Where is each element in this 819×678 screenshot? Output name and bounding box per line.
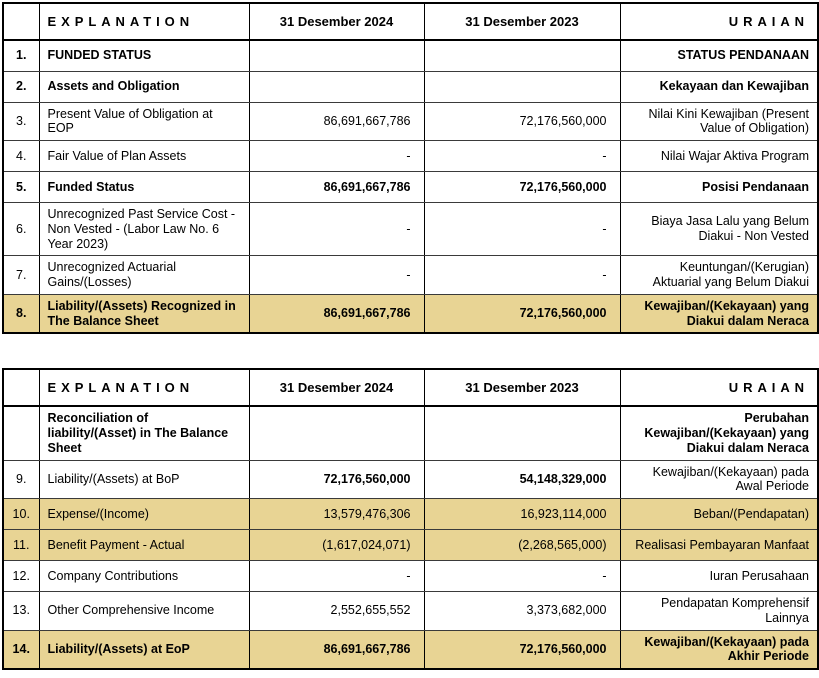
value-2023-cell xyxy=(424,40,620,71)
row-number-cell: 5. xyxy=(3,172,39,203)
uraian-cell: Kewajiban/(Kekayaan) pada Akhir Periode xyxy=(620,630,818,669)
value-2023-cell: 3,373,682,000 xyxy=(424,592,620,631)
row-number-cell: 11. xyxy=(3,530,39,561)
header-explanation-label: EXPLANATION xyxy=(39,3,249,40)
uraian-cell: STATUS PENDANAAN xyxy=(620,40,818,71)
value-2024-cell: - xyxy=(249,203,424,256)
value-2024-cell: 72,176,560,000 xyxy=(249,460,424,499)
uraian-cell: Nilai Kini Kewajiban (Present Value of Obligation) xyxy=(620,102,818,141)
table-row xyxy=(3,530,818,561)
table-row xyxy=(3,141,818,172)
table-row xyxy=(3,203,818,256)
value-2023-cell: - xyxy=(424,561,620,592)
row-number-cell: 14. xyxy=(3,630,39,669)
uraian-cell: Biaya Jasa Lalu yang Belum Diakui - Non Vested xyxy=(620,203,818,256)
value-2024-cell: (1,617,024,071) xyxy=(249,530,424,561)
header-date-2024: 31 Desember 2024 xyxy=(249,369,424,406)
value-2024-cell: 2,552,655,552 xyxy=(249,592,424,631)
value-2023-cell: 16,923,114,000 xyxy=(424,499,620,530)
explanation-cell: Liability/(Assets) at EoP xyxy=(39,630,249,669)
value-2024-cell: 86,691,667,786 xyxy=(249,630,424,669)
value-2023-cell xyxy=(424,71,620,102)
value-2023-cell: 72,176,560,000 xyxy=(424,294,620,333)
value-2023-cell xyxy=(424,406,620,460)
row-number-cell: 9. xyxy=(3,460,39,499)
uraian-cell: Kewajiban/(Kekayaan) pada Awal Periode xyxy=(620,460,818,499)
row-number-cell: 10. xyxy=(3,499,39,530)
value-2024-cell xyxy=(249,40,424,71)
row-number-cell: 3. xyxy=(3,102,39,141)
explanation-cell: Benefit Payment - Actual xyxy=(39,530,249,561)
value-2023-cell: 72,176,560,000 xyxy=(424,172,620,203)
value-2023-cell: 54,148,329,000 xyxy=(424,460,620,499)
uraian-cell: Nilai Wajar Aktiva Program xyxy=(620,141,818,172)
header-explanation-label: EXPLANATION xyxy=(39,369,249,406)
funded-status-body xyxy=(3,40,818,333)
value-2024-cell: 86,691,667,786 xyxy=(249,294,424,333)
value-2024-cell: - xyxy=(249,256,424,295)
reconciliation-table xyxy=(2,368,819,670)
value-2024-cell xyxy=(249,71,424,102)
explanation-cell: Liability/(Assets) Recognized in The Balance Sheet xyxy=(39,294,249,333)
value-2023-cell: - xyxy=(424,256,620,295)
table-row xyxy=(3,71,818,102)
table-row xyxy=(3,406,818,460)
row-number-cell: 13. xyxy=(3,592,39,631)
row-number-cell: 6. xyxy=(3,203,39,256)
explanation-cell: Unrecognized Past Service Cost - Non Vested - (Labor Law No. 6 Year 2023) xyxy=(39,203,249,256)
explanation-cell: Present Value of Obligation at EOP xyxy=(39,102,249,141)
value-2023-cell: 72,176,560,000 xyxy=(424,630,620,669)
explanation-cell: Unrecognized Actuarial Gains/(Losses) xyxy=(39,256,249,295)
value-2024-cell: - xyxy=(249,561,424,592)
uraian-cell: Realisasi Pembayaran Manfaat xyxy=(620,530,818,561)
row-number-cell xyxy=(3,406,39,460)
explanation-cell: Funded Status xyxy=(39,172,249,203)
funded-status-header-row xyxy=(3,3,818,40)
uraian-cell: Pendapatan Komprehensif Lainnya xyxy=(620,592,818,631)
table-row xyxy=(3,40,818,71)
row-number-cell: 8. xyxy=(3,294,39,333)
header-number-cell xyxy=(3,369,39,406)
header-date-2023: 31 Desember 2023 xyxy=(424,3,620,40)
explanation-cell: Reconciliation of liability/(Asset) in The Balance Sheet xyxy=(39,406,249,460)
row-number-cell: 2. xyxy=(3,71,39,102)
uraian-cell: Kekayaan dan Kewajiban xyxy=(620,71,818,102)
uraian-cell: Beban/(Pendapatan) xyxy=(620,499,818,530)
header-date-2023: 31 Desember 2023 xyxy=(424,369,620,406)
value-2023-cell: 72,176,560,000 xyxy=(424,102,620,141)
table-row xyxy=(3,561,818,592)
explanation-cell: Expense/(Income) xyxy=(39,499,249,530)
table-row xyxy=(3,460,818,499)
header-number-cell xyxy=(3,3,39,40)
header-date-2024: 31 Desember 2024 xyxy=(249,3,424,40)
uraian-cell: Iuran Perusahaan xyxy=(620,561,818,592)
uraian-cell: Posisi Pendanaan xyxy=(620,172,818,203)
row-number-cell: 1. xyxy=(3,40,39,71)
row-number-cell: 12. xyxy=(3,561,39,592)
header-uraian-label: URAIAN xyxy=(620,3,818,40)
table-row xyxy=(3,102,818,141)
table-row xyxy=(3,592,818,631)
row-number-cell: 4. xyxy=(3,141,39,172)
value-2023-cell: - xyxy=(424,141,620,172)
table-row xyxy=(3,499,818,530)
table-row xyxy=(3,294,818,333)
row-number-cell: 7. xyxy=(3,256,39,295)
explanation-cell: Company Contributions xyxy=(39,561,249,592)
uraian-cell: Keuntungan/(Kerugian) Aktuarial yang Belum Diakui xyxy=(620,256,818,295)
value-2024-cell: 13,579,476,306 xyxy=(249,499,424,530)
uraian-cell: Perubahan Kewajiban/(Kekayaan) yang Diakui dalam Neraca xyxy=(620,406,818,460)
reconciliation-body xyxy=(3,406,818,669)
value-2024-cell xyxy=(249,406,424,460)
explanation-cell: Other Comprehensive Income xyxy=(39,592,249,631)
value-2023-cell: - xyxy=(424,203,620,256)
table-row xyxy=(3,256,818,295)
explanation-cell: Liability/(Assets) at BoP xyxy=(39,460,249,499)
explanation-cell: FUNDED STATUS xyxy=(39,40,249,71)
funded-status-table xyxy=(2,2,819,334)
reconciliation-header-row xyxy=(3,369,818,406)
value-2024-cell: 86,691,667,786 xyxy=(249,102,424,141)
value-2024-cell: 86,691,667,786 xyxy=(249,172,424,203)
value-2024-cell: - xyxy=(249,141,424,172)
explanation-cell: Assets and Obligation xyxy=(39,71,249,102)
table-row xyxy=(3,172,818,203)
header-uraian-label: URAIAN xyxy=(620,369,818,406)
explanation-cell: Fair Value of Plan Assets xyxy=(39,141,249,172)
table-row xyxy=(3,630,818,669)
uraian-cell: Kewajiban/(Kekayaan) yang Diakui dalam Neraca xyxy=(620,294,818,333)
value-2023-cell: (2,268,565,000) xyxy=(424,530,620,561)
